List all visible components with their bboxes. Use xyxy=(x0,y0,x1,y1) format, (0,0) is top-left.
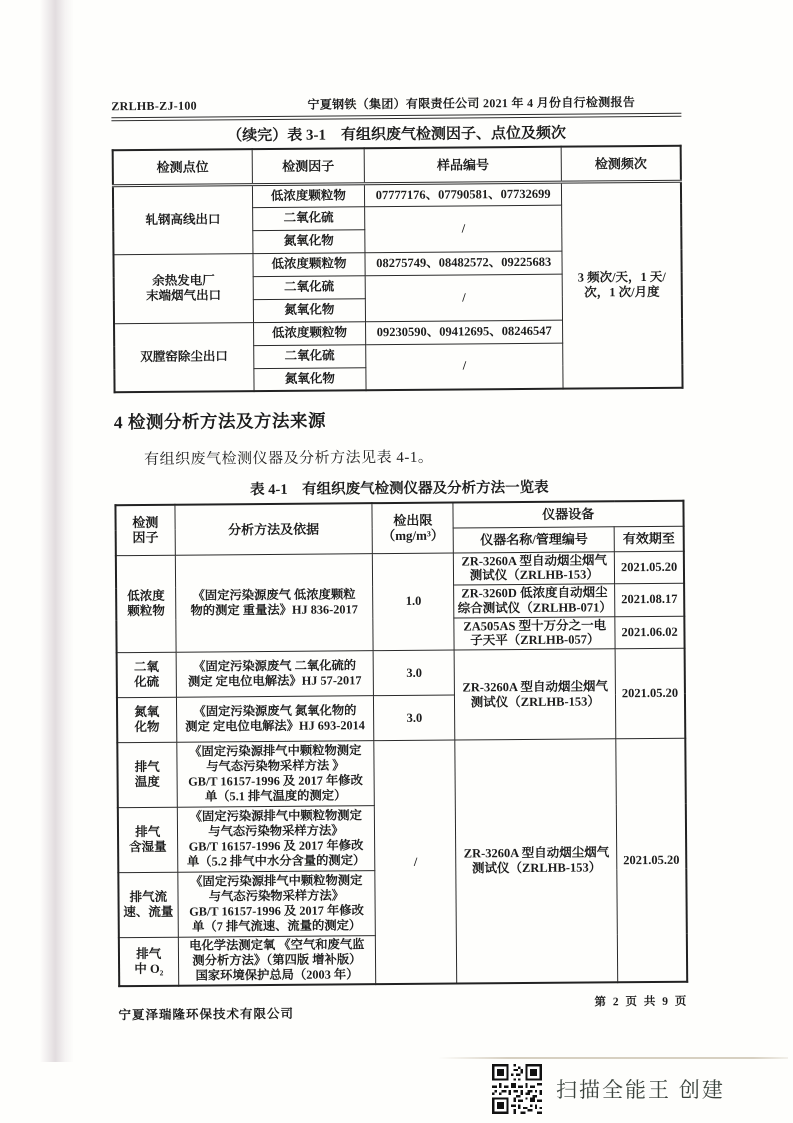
table-4-1 xyxy=(114,500,688,987)
detection-limit-cell: / xyxy=(374,740,457,984)
sample-id-cell: 07777176、07790581、07732699 xyxy=(365,182,562,207)
instrument-cell: ZR-3260A 型自动烟尘烟气 测试仪（ZRLHB-153） xyxy=(454,551,615,585)
factor-cell: 排气 中 O₂ xyxy=(119,937,178,986)
table-3-1 xyxy=(112,145,684,393)
instrument-cell: ZA505AS 型十万分之一电 子天平（ZRLHB-057） xyxy=(454,616,615,650)
instrument-cell: ZR-3260A 型自动烟尘烟气 测试仪（ZRLHB-153） xyxy=(455,739,618,984)
sample-id-cell: / xyxy=(365,205,562,253)
col-header-location: 检测点位 xyxy=(113,149,252,185)
section-4-heading: 4 检测分析方法及方法来源 xyxy=(113,410,326,433)
col-header-equipment-group: 仪器设备 xyxy=(453,501,683,528)
table-row xyxy=(113,181,681,208)
instrument-cell: ZR-3260D 低浓度自动烟尘 综合测试仪（ZRLHB-071） xyxy=(454,584,615,618)
valid-until-cell: 2021.05.20 xyxy=(615,648,685,739)
factor-cell: 氮氧 化物 xyxy=(117,697,176,742)
table-row xyxy=(117,648,685,697)
sample-id-cell: / xyxy=(366,343,563,391)
valid-until-cell: 2021.08.17 xyxy=(615,583,685,616)
footer-company-name: 宁夏泽瑞隆环保技术有限公司 xyxy=(118,1006,295,1023)
table-row xyxy=(116,551,684,588)
method-cell: 《固定污染源废气 低浓度颗粒 物的测定 重量法》HJ 836-2017 xyxy=(175,553,373,652)
location-cell: 轧钢高线出口 xyxy=(113,184,253,254)
factor-cell: 二氧化硫 xyxy=(253,344,366,368)
detection-limit-cell: 3.0 xyxy=(374,695,456,741)
method-cell: 《固定污染源废气 二氧化硫的 测定 定电位电解法》HJ 57-2017 xyxy=(176,651,374,698)
camscanner-watermark xyxy=(492,1064,725,1114)
sample-id-cell: 09230590、09412695、08246547 xyxy=(366,320,563,345)
factor-cell: 二氧 化硫 xyxy=(117,652,176,697)
factor-cell: 排气 温度 xyxy=(117,742,177,807)
col-header-sample-id: 样品编号 xyxy=(364,147,561,184)
valid-until-cell: 2021.06.02 xyxy=(615,616,685,649)
factor-cell: 低浓度颗粒物 xyxy=(253,252,366,276)
document-number: ZRLHB-ZJ-100 xyxy=(111,98,197,114)
location-cell: 余热发电厂 末端烟气出口 xyxy=(113,253,253,323)
col-header-detection-limit: 检出限 （mg/m³） xyxy=(372,503,454,554)
method-cell: 《固定污染源废气 氮氧化物的 测定 定电位电解法》HJ 693-2014 xyxy=(176,696,374,743)
factor-cell: 氮氧化物 xyxy=(254,367,367,391)
factor-cell: 排气流 速、流量 xyxy=(118,872,178,937)
table-row xyxy=(117,738,685,807)
col-header-frequency: 检测频次 xyxy=(561,146,681,182)
frequency-cell: 3 频次/天，1 天/ 次，1 次/月度 xyxy=(562,181,683,389)
method-cell: 《固定污染源排气中颗粒物测定 与气态污染物采样方法 》 GB/T 16157-1996 及 2017 年修改 单（5.1 排气温度的测定） xyxy=(176,741,374,808)
factor-cell: 排气 含湿量 xyxy=(118,807,178,872)
page-footer xyxy=(118,993,688,1023)
factor-cell: 低浓度颗粒物 xyxy=(253,321,366,345)
factor-cell: 低浓度颗粒物 xyxy=(252,183,365,207)
factor-cell: 二氧化硫 xyxy=(253,275,366,299)
valid-until-cell: 2021.05.20 xyxy=(616,738,687,982)
sample-id-cell: 08275749、08482572、09225683 xyxy=(365,251,562,276)
method-cell: 《固定污染源排气中颗粒物测定 与气态污染物采样方法》 GB/T 16157-1996 及 2017 年修改 单（5.2 排气中水分含量的测定） xyxy=(177,806,375,873)
col-header-method: 分析方法及依据 xyxy=(175,503,373,555)
factor-cell: 氮氧化物 xyxy=(253,298,366,322)
sample-id-cell: / xyxy=(365,274,562,322)
footer-page-number: 第 2 页 共 9 页 xyxy=(594,995,689,1009)
detection-limit-cell: 3.0 xyxy=(373,650,455,696)
qr-code-icon xyxy=(492,1064,542,1114)
report-title: 宁夏钢铁（集团）有限责任公司 2021 年 4 月份自行检测报告 xyxy=(307,95,636,112)
col-header-valid-until: 有效期至 xyxy=(614,526,684,552)
page-bottom-edge xyxy=(438,1057,788,1059)
col-header-instrument: 仪器名称/管理编号 xyxy=(454,526,615,552)
location-cell: 双膛窑除尘出口 xyxy=(114,322,254,392)
page-edge-shadow xyxy=(40,0,74,1062)
method-cell: 《固定污染源排气中颗粒物测定 与气态污染物采样方法》 GB/T 16157-1996 及 2017 年修改 单（7 排气流速、流量的测定） xyxy=(177,871,375,938)
factor-cell: 低浓度 颗粒物 xyxy=(116,555,176,653)
document-content xyxy=(111,93,688,1023)
valid-until-cell: 2021.05.20 xyxy=(615,551,685,584)
factor-cell: 二氧化硫 xyxy=(252,206,365,230)
factor-cell: 氮氧化物 xyxy=(252,229,365,253)
section-4-paragraph: 有组织废气检测仪器及分析方法见表 4-1。 xyxy=(144,449,434,468)
col-header-factor: 检测因子 xyxy=(252,148,365,184)
camscanner-watermark-text: 扫描全能王 创建 xyxy=(556,1079,725,1102)
instrument-cell: ZR-3260A 型自动烟尘烟气 测试仪（ZRLHB-153） xyxy=(455,649,616,740)
detection-limit-cell: 1.0 xyxy=(373,553,455,651)
method-cell: 电化学法测定氧 《空气和废气监 测分析方法》（第四版 增补版） 国家环境保护总局（2003 年） xyxy=(178,936,376,986)
table-4-1-title: 表 4-1 有组织废气检测仪器及分析方法一览表 xyxy=(250,479,549,499)
col-header-factor: 检测 因子 xyxy=(115,505,174,555)
table-3-1-title: （续完）表 3-1 有组织废气检测因子、点位及频次 xyxy=(227,125,566,145)
